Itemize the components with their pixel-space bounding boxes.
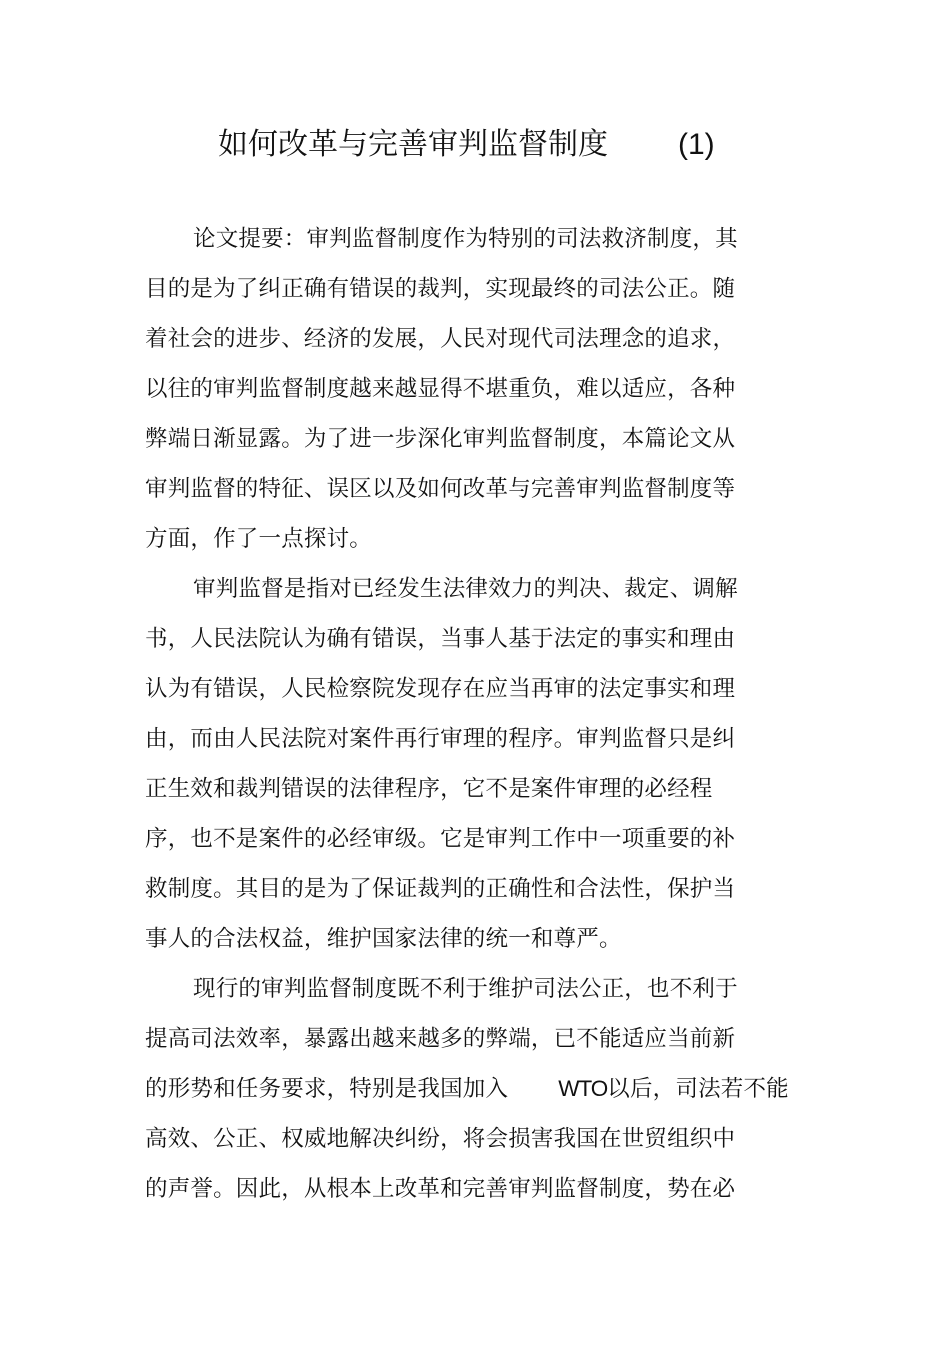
paragraph-3-line-wto [145, 1064, 805, 1114]
wto-line-before: 的形势和任务要求，特别是我国加入 [145, 1076, 509, 1102]
paragraph-1-line: 着社会的进步、经济的发展，人民对现代司法理念的追求， [145, 326, 736, 352]
paragraph-2-line: 认为有错误，人民检察院发现存在应当再审的法定事实和理 [145, 676, 736, 702]
paragraph-2-line: 序，也不是案件的必经审级。它是审判工作中一项重要的补 [145, 826, 736, 852]
paragraph-3-line: 的声誉。因此，从根本上改革和完善审判监督制度，势在必 [145, 1176, 736, 1202]
paragraph-1-line: 目的是为了纠正确有错误的裁判，实现最终的司法公正。随 [145, 276, 736, 302]
paragraph-2-line: 审判监督是指对已经发生法律效力的判决、裁定、调解 [193, 576, 738, 602]
wto-line-after: 以后，司法若不能 [607, 1076, 789, 1102]
paragraph-2-line: 由，而由人民法院对案件再行审理的程序。审判监督只是纠 [145, 726, 736, 752]
document-title [0, 120, 950, 170]
wto-term: WTO [558, 1076, 608, 1101]
paragraph-1-line: 审判监督的特征、误区以及如何改革与完善审判监督制度等 [145, 476, 736, 502]
title-text: 如何改革与完善审判监督制度 [218, 127, 608, 162]
paragraph-1-line: 论文提要：审判监督制度作为特别的司法救济制度，其 [193, 226, 738, 252]
document-body [145, 214, 805, 1214]
paragraph-2-line: 救制度。其目的是为了保证裁判的正确性和合法性，保护当 [145, 876, 736, 902]
title-number: (1) [678, 128, 715, 161]
paragraph-1-line: 以往的审判监督制度越来越显得不堪重负，难以适应，各种 [145, 376, 736, 402]
paragraph-2-line: 正生效和裁判错误的法律程序，它不是案件审理的必经程 [145, 776, 713, 802]
paragraph-1-line: 方面，作了一点探讨。 [145, 526, 373, 552]
paragraph-2-line: 书，人民法院认为确有错误，当事人基于法定的事实和理由 [145, 626, 736, 652]
paragraph-3-line: 提高司法效率，暴露出越来越多的弊端，已不能适应当前新 [145, 1026, 736, 1052]
paragraph-3-line: 现行的审判监督制度既不利于维护司法公正，也不利于 [193, 976, 738, 1002]
paragraph-2-line: 事人的合法权益，维护国家法律的统一和尊严。 [145, 926, 622, 952]
paragraph-1-line: 弊端日渐显露。为了进一步深化审判监督制度，本篇论文从 [145, 426, 736, 452]
paragraph-3-line: 高效、公正、权威地解决纠纷，将会损害我国在世贸组织中 [145, 1126, 736, 1152]
